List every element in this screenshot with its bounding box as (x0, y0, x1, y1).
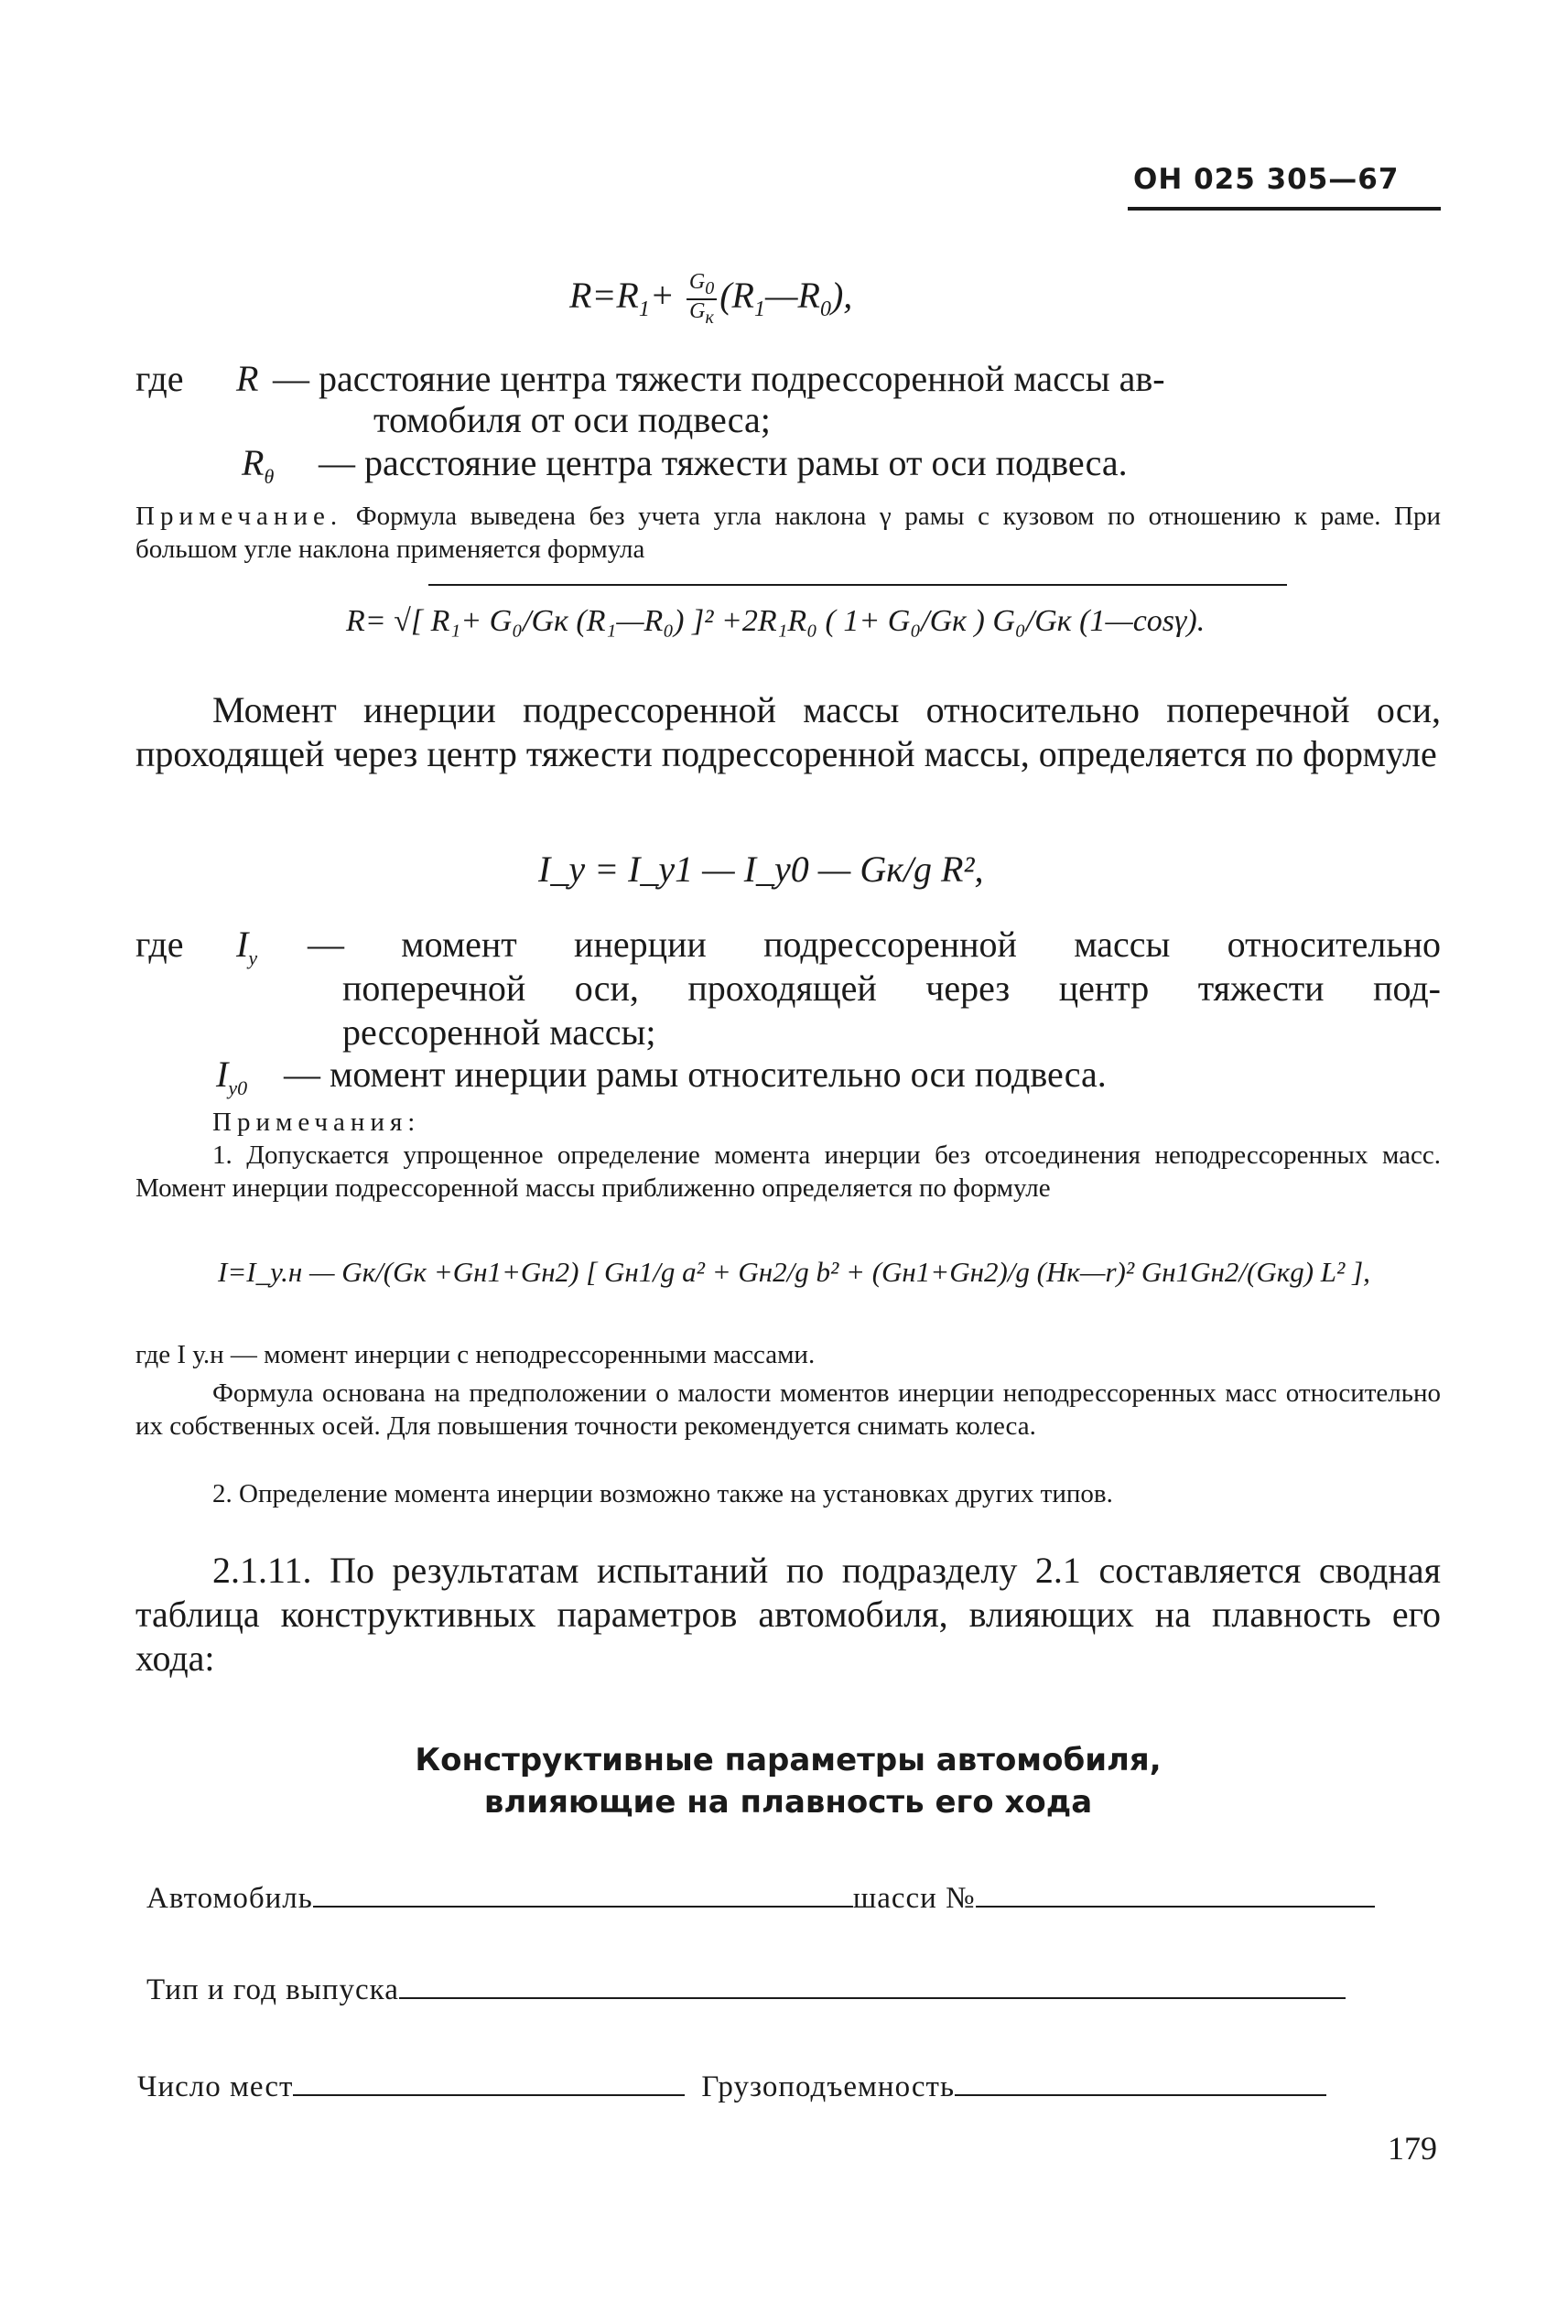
formula-I-approx: I=I_y.н — Gк/(Gк +Gн1+Gн2) [ Gн1/g a² + Gн2/g b² + (Gн1+Gн2)/g (Hк—r)² Gн1Gн2/(Gкg) L² ], (218, 1256, 1370, 1288)
symbol-R0: $R_\theta$ (242, 442, 275, 488)
seats-label: Число мест (137, 2070, 294, 2103)
desc-Iy-line2: поперечной оси, проходящей через центр тяжести под- (342, 967, 1441, 1009)
paragraph-2-1-11: 2.1.11. По результатам испытаний по подразделу 2.1 составляется сводная таблица конструктивных параметров автомобиля, влияющих на плавность его хода: (135, 1550, 1441, 1679)
desc-R0: — расстояние центра тяжести рамы от оси подвеса. (319, 442, 1128, 483)
table-heading: Конструктивные параметры автомобиля, влияющие на плавность его хода (415, 1742, 1162, 1821)
desc-Iy0: — момент инерции рамы относительно оси подвеса. (284, 1054, 1107, 1095)
desc-Iy-line3: рессоренной массы; (342, 1011, 656, 1053)
seats-field[interactable] (293, 2094, 685, 2096)
symbol-Iy: $I_y$ (236, 924, 258, 969)
note-item-2: 2. Определение момента инерции возможно также на установках других типов. (212, 1479, 1113, 1508)
where-gde-1: где (135, 358, 184, 399)
automobile-field[interactable] (313, 1906, 853, 1908)
note-item-1: 1. Допускается упрощенное определение момента инерции без отсоединения неподрессоренных масс. Момент инерции подрессоренной массы приближенно определяется по формуле (135, 1140, 1441, 1203)
form-row-automobile (146, 1882, 1375, 1916)
fraction-G0-Gk: $\frac{G_0}{G_к}$ (687, 271, 717, 328)
capacity-field[interactable] (955, 2094, 1326, 2096)
formula-R: $R=R_1+$ $\frac{G_0}{G_к}$ $(R_1—R_0)$, (569, 270, 853, 328)
paragraph-moment: Момент инерции подрессоренной массы относительно поперечной оси, проходящей через центр тяжести подрессоренной массы, определяется по формуле (135, 689, 1441, 774)
type-year-label: Тип и год выпуска (146, 1973, 399, 2006)
note-where-line: где I у.н — момент инерции с неподрессоренными массами. (135, 1340, 816, 1369)
formula-R-sqrt: R= √[ R₁+ G₀/Gк (R₁—R₀) ]² +2R₁R₀ ( 1+ G₀/Gк ) G₀/Gк (1—cosγ). (346, 604, 1206, 638)
note-1: Примечание. Формула выведена без учета угла наклона γ рамы с кузовом по отношению к раме. При большом угле наклона применяется формула (135, 502, 1442, 564)
form-row-type-year (146, 1973, 1346, 2007)
where-gde-2: где (135, 924, 184, 965)
note-basis: Формула основана на предположении о малости моментов инерции неподрессоренных масс относительно их собственных осей. Для повышения точности рекомендуется снимать колеса. (135, 1378, 1441, 1441)
chassis-label: шасси № (852, 1882, 976, 1915)
automobile-label: Автомобиль (146, 1882, 313, 1915)
notes-label: Примечания: (212, 1108, 421, 1137)
form-row-seats-capacity (137, 2070, 1326, 2104)
desc-R-line2: томобиля от оси подвеса; (373, 399, 771, 440)
desc-R-line1: — расстояние центра тяжести подрессоренной массы ав- (273, 358, 1165, 399)
formula-Iy: I_y = I_y1 — I_y0 — Gк/g R², (538, 849, 984, 890)
desc-Iy-line1: — момент инерции подрессоренной массы относительно (308, 924, 1441, 965)
symbol-Iy0: $I_{y0}$ (216, 1054, 248, 1099)
header-rule (1128, 207, 1441, 211)
symbol-R: R (236, 358, 259, 399)
standard-number: ОН 025 305—67 (1133, 163, 1400, 196)
type-year-field[interactable] (399, 1997, 1346, 1999)
chassis-field[interactable] (976, 1906, 1375, 1908)
sqrt-overline (428, 584, 1287, 586)
capacity-label: Грузоподъемность (701, 2070, 956, 2103)
page-number: 179 (1388, 2130, 1437, 2167)
